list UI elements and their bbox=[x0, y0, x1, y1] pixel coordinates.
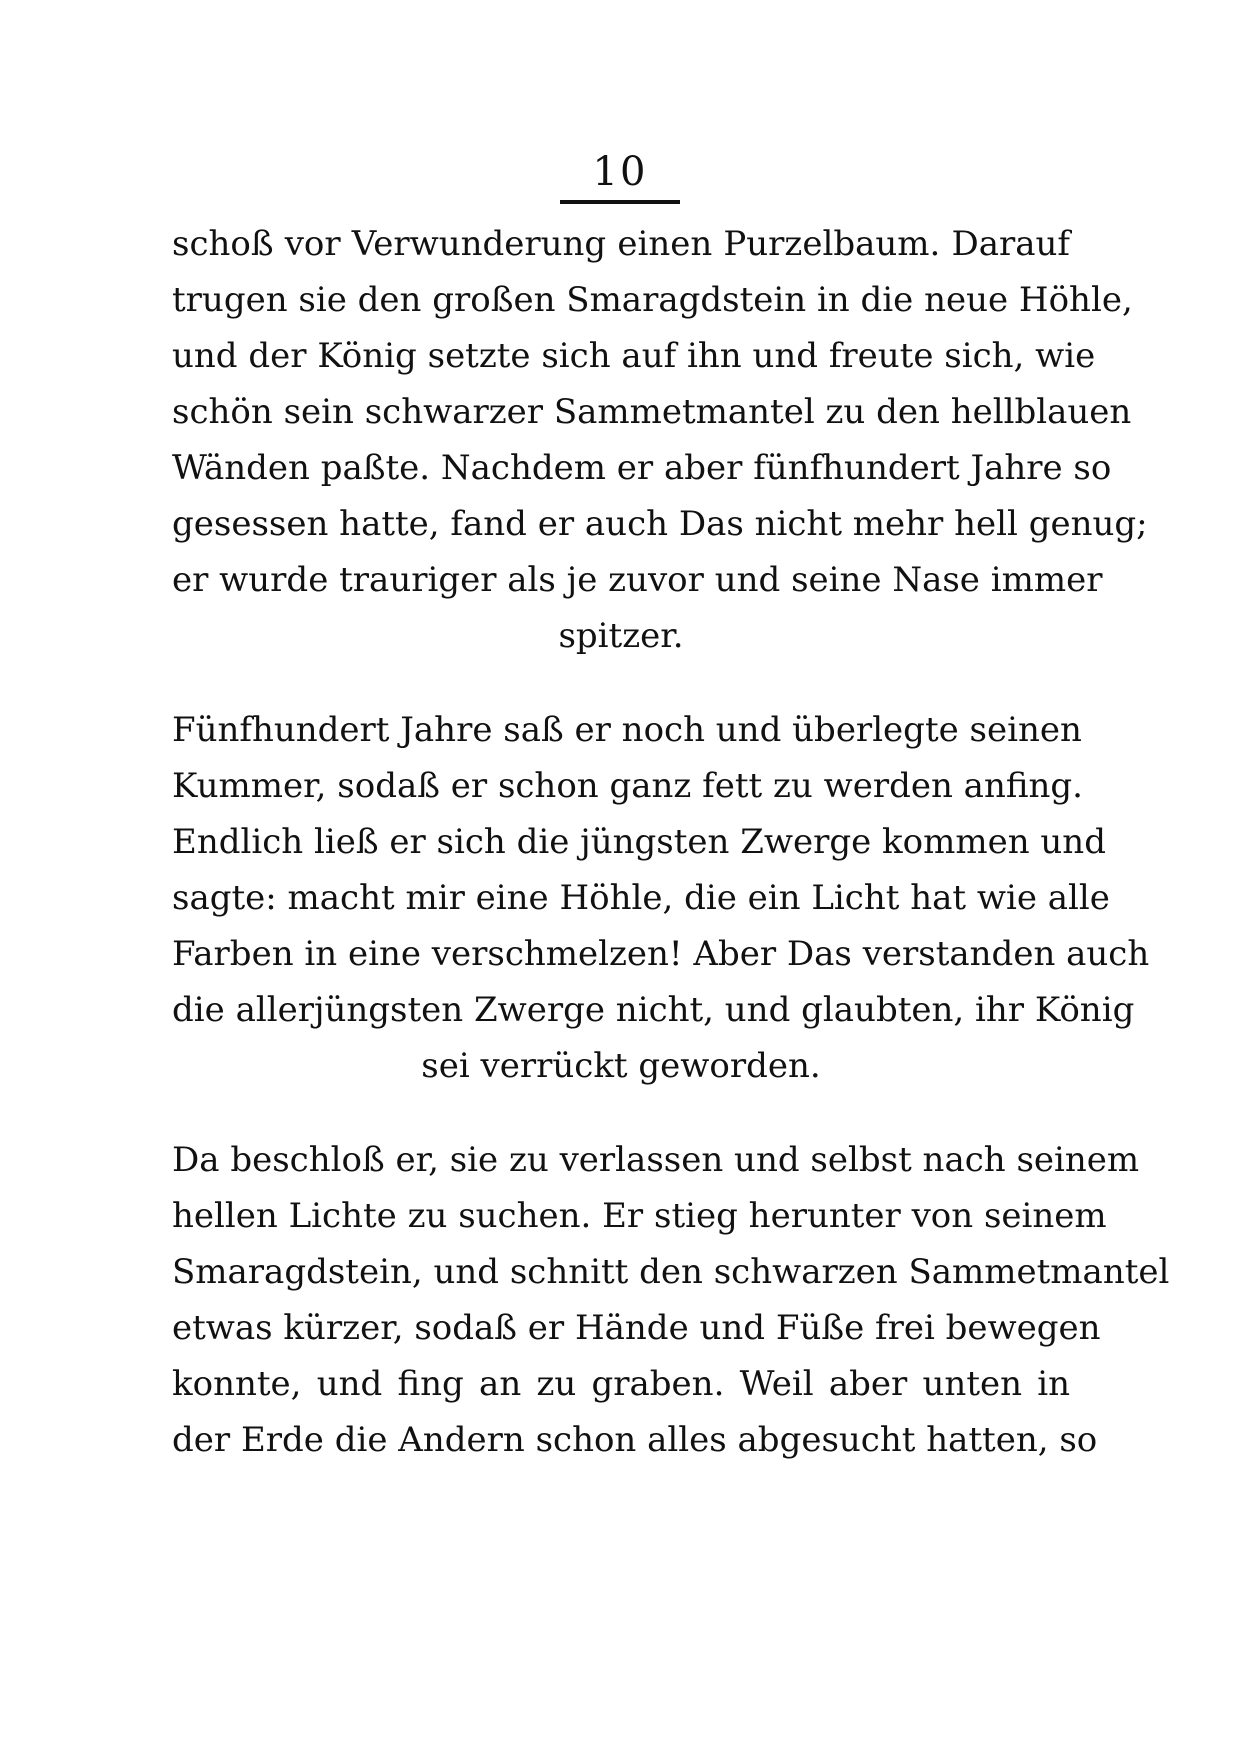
text-line: sei verrückt geworden. bbox=[421, 1046, 821, 1086]
page-number: 10 bbox=[592, 149, 648, 195]
text-line: Da beschloß er, sie zu verlassen und selbst nach seinem bbox=[172, 1140, 1140, 1180]
text-line: etwas kürzer, sodaß er Hände und Füße frei bewegen bbox=[172, 1308, 1101, 1348]
text-line: er wurde trauriger als je zuvor und seine Nase immer bbox=[172, 560, 1103, 600]
text-line: konnte, und fing an zu graben. Weil aber unten in bbox=[172, 1364, 1070, 1404]
text-line: trugen sie den großen Smaragdstein in die neue Höhle, bbox=[172, 280, 1133, 320]
text-line: Kummer, sodaß er schon ganz fett zu werden anfing. bbox=[172, 766, 1083, 806]
text-line: und der König setzte sich auf ihn und freute sich, wie bbox=[172, 336, 1096, 376]
text-line: die allerjüngsten Zwerge nicht, und glaubten, ihr König bbox=[172, 990, 1135, 1030]
text-line: schön sein schwarzer Sammetmantel zu den hellblauen bbox=[172, 392, 1132, 432]
text-line: gesessen hatte, fand er auch Das nicht mehr hell genug; bbox=[172, 504, 1148, 544]
page-number-rule bbox=[560, 200, 680, 204]
text-line: der Erde die Andern schon alles abgesucht hatten, so bbox=[172, 1420, 1098, 1460]
text-line: hellen Lichte zu suchen. Er stieg herunter von seinem bbox=[172, 1196, 1107, 1236]
text-line: Wänden paßte. Nachdem er aber fünfhundert Jahre so bbox=[172, 448, 1112, 488]
text-line: sagte: macht mir eine Höhle, die ein Licht hat wie alle bbox=[172, 878, 1110, 918]
text-line: spitzer. bbox=[558, 616, 684, 656]
text-line: Endlich ließ er sich die jüngsten Zwerge kommen und bbox=[172, 822, 1106, 862]
text-line: Farben in eine verschmelzen! Aber Das verstanden auch bbox=[172, 934, 1150, 974]
text-line: Fünfhundert Jahre saß er noch und überlegte seinen bbox=[172, 710, 1082, 750]
text-line: schoß vor Verwunderung einen Purzelbaum. Darauf bbox=[172, 224, 1070, 264]
text-line: Smaragdstein, und schnitt den schwarzen Sammetmantel bbox=[172, 1252, 1170, 1292]
